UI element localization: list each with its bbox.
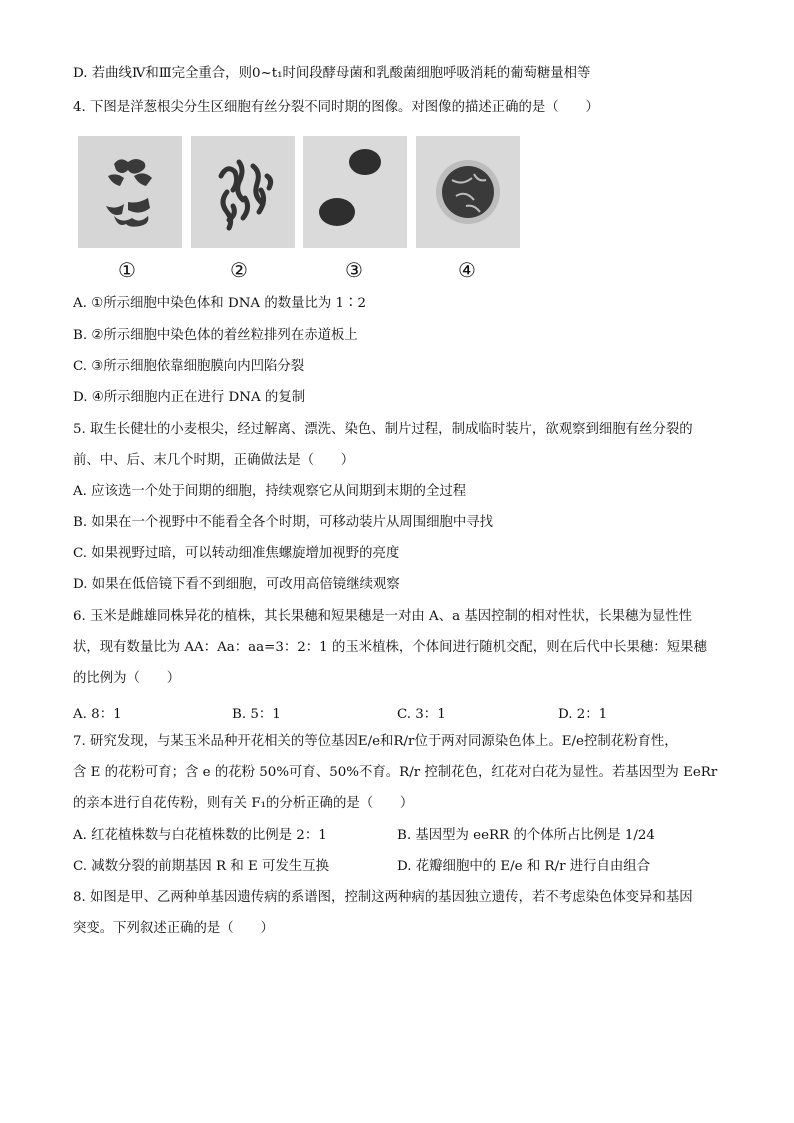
q6-option-c: C. 3：1 (397, 707, 446, 722)
q8-stem-line2: 突变。下列叙述正确的是（ ） (73, 921, 274, 936)
q4-option-b: B. ②所示细胞中染色体的着丝粒排列在赤道板上 (73, 328, 358, 343)
q6-stem-line2: 状，现有数量比为 AA：Aa：aa=3：2：1 的玉米植株，个体间进行随机交配，则在后代中长果穗：短果穗 (73, 640, 707, 655)
image-label-1: ① (118, 258, 136, 282)
q4-option-d: D. ④所示细胞内正在进行 DNA 的复制 (73, 390, 306, 405)
q7-stem-line1: 7. 研究发现，与某玉米品种开花相关的等位基因E/e和R/r位于两对同源染色体上。E/e控制花粉育性， (73, 734, 678, 749)
q5-option-a: A. 应该选一个处于间期的细胞，持续观察它从间期到末期的全过程 (73, 484, 467, 499)
q7-option-b: B. 基因型为 eeRR 的个体所占比例是 1/24 (397, 828, 655, 843)
q7-option-c: C. 减数分裂的前期基因 R 和 E 可发生互换 (73, 859, 330, 874)
q6-stem-line1: 6. 玉米是雌雄同株异花的植株，其长果穗和短果穗是一对由 A、a 基因控制的相对性状，长果穗为显性性 (73, 609, 692, 624)
image-label-3: ③ (345, 258, 363, 282)
q4-option-c: C. ③所示细胞依靠细胞膜向内凹陷分裂 (73, 359, 305, 374)
q7-option-d: D. 花瓣细胞中的 E/e 和 R/r 进行自由组合 (397, 859, 651, 874)
q7-stem-line2: 含 E 的花粉可育；含 e 的花粉 50%可育、50%不育。R/r 控制花色，红花对白花为显性。若基因型为 EeRr (73, 765, 718, 780)
image-label-4: ④ (458, 258, 476, 282)
micrograph-1 (78, 136, 182, 248)
q7-stem-line3: 的亲本进行自花传粉，则有关 F₁的分析正确的是（ ） (73, 796, 414, 811)
q3-option-d: D. 若曲线Ⅳ和Ⅲ完全重合，则0~t₁时间段酵母菌和乳酸菌细胞呼吸消耗的葡萄糖量相等 (73, 66, 591, 81)
q7-option-a: A. 红花植株数与白花植株数的比例是 2：1 (73, 828, 327, 843)
q6-stem-line3: 的比例为（ ） (73, 671, 181, 686)
q5-stem-line1: 5. 取生长健壮的小麦根尖，经过解离、漂洗、染色、制片过程，制成临时装片，欲观察到细胞有丝分裂的 (73, 422, 693, 437)
micrograph-3 (303, 136, 407, 248)
q5-stem-line2: 前、中、后、末几个时期，正确做法是（ ） (73, 453, 355, 468)
q4-option-a: A. ①所示细胞中染色体和 DNA 的数量比为 1∶2 (73, 296, 366, 311)
q8-stem-line1: 8. 如图是甲、乙两种单基因遗传病的系谱图，控制这两种病的基因独立遗传，若不考虑染色体变异和基因 (73, 890, 693, 905)
q5-option-d: D. 如果在低倍镜下看不到细胞，可改用高倍镜继续观察 (73, 577, 400, 592)
q6-option-a: A. 8：1 (73, 707, 122, 722)
micrograph-2 (191, 136, 295, 248)
q5-option-c: C. 如果视野过暗，可以转动细准焦螺旋增加视野的亮度 (73, 546, 400, 561)
q5-option-b: B. 如果在一个视野中不能看全各个时期，可移动装片从周围细胞中寻找 (73, 515, 494, 530)
q6-option-d: D. 2：1 (558, 707, 608, 722)
q6-option-b: B. 5：1 (232, 707, 281, 722)
micrograph-4 (416, 136, 520, 248)
image-label-2: ② (230, 258, 248, 282)
q4-stem: 4. 下图是洋葱根尖分生区细胞有丝分裂不同时期的图像。对图像的描述正确的是（ ） (73, 100, 599, 115)
